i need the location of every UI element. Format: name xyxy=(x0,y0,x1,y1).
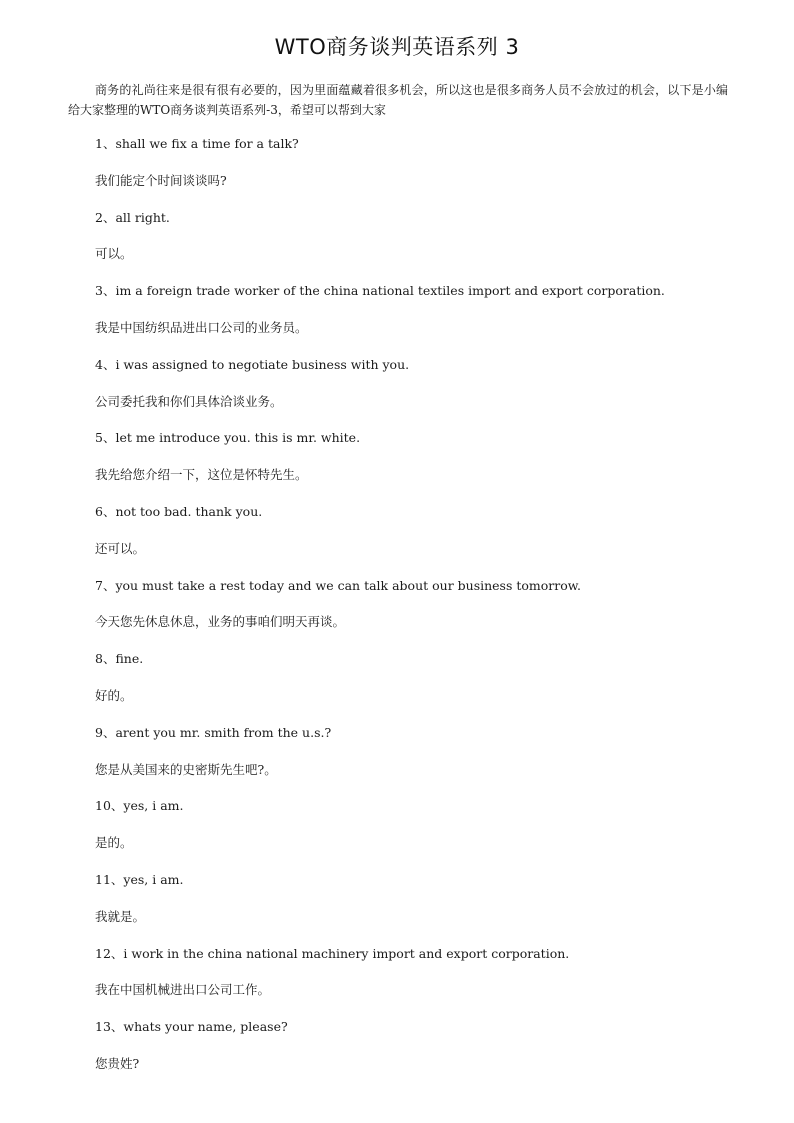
phrase-chinese: 我是中国纺织品进出口公司的业务员。 xyxy=(95,319,308,335)
phrase-chinese: 好的。 xyxy=(95,687,133,703)
phrase-english: 10、yes, i am. xyxy=(95,798,184,814)
phrase-chinese: 还可以。 xyxy=(95,540,146,556)
document-title: WTO商务谈判英语系列 3 xyxy=(274,35,520,59)
intro-paragraph: 商务的礼尚往来是很有很有必要的，因为里面蕴藏着很多机会，所以这也是很多商务人员不会放过的机会，以下是小编给大家整理的WTO商务谈判英语系列-3，希望可以帮到大家 xyxy=(68,83,728,117)
phrase-chinese: 是的。 xyxy=(95,835,133,851)
phrase-english: 13、whats your name, please? xyxy=(95,1019,288,1035)
phrase-chinese: 您贵姓? xyxy=(95,1055,140,1071)
phrase-chinese: 今天您先休息休息，业务的事咱们明天再谈。 xyxy=(95,614,346,630)
phrase-list xyxy=(95,134,755,1091)
phrase-chinese: 可以。 xyxy=(95,246,133,262)
phrase-english: 3、im a foreign trade worker of the china national textiles import and export corporation. xyxy=(95,283,665,299)
phrase-chinese: 我先给您介绍一下，这位是怀特先生。 xyxy=(95,467,308,483)
phrase-english: 12、i work in the china national machinery import and export corporation. xyxy=(95,945,570,961)
phrase-english: 6、not too bad. thank you. xyxy=(95,503,263,519)
phrase-english: 4、i was assigned to negotiate business with you. xyxy=(95,356,410,372)
phrase-chinese: 我就是。 xyxy=(95,908,146,924)
phrase-english: 7、you must take a rest today and we can talk about our business tomorrow. xyxy=(95,577,581,593)
phrase-english: 5、let me introduce you. this is mr. white. xyxy=(95,430,361,446)
phrase-chinese: 我们能定个时间谈谈吗? xyxy=(95,172,227,188)
phrase-chinese: 您是从美国来的史密斯先生吧?。 xyxy=(95,761,277,777)
phrase-english: 1、shall we fix a time for a talk? xyxy=(95,136,299,151)
phrase-english: 2、all right. xyxy=(95,209,170,225)
phrase-chinese: 公司委托我和你们具体洽谈业务。 xyxy=(95,393,283,409)
phrase-english: 9、arent you mr. smith from the u.s.? xyxy=(95,724,332,740)
phrase-english: 8、fine. xyxy=(95,651,144,667)
phrase-english: 11、yes, i am. xyxy=(95,871,184,887)
phrase-chinese: 我在中国机械进出口公司工作。 xyxy=(95,982,271,998)
